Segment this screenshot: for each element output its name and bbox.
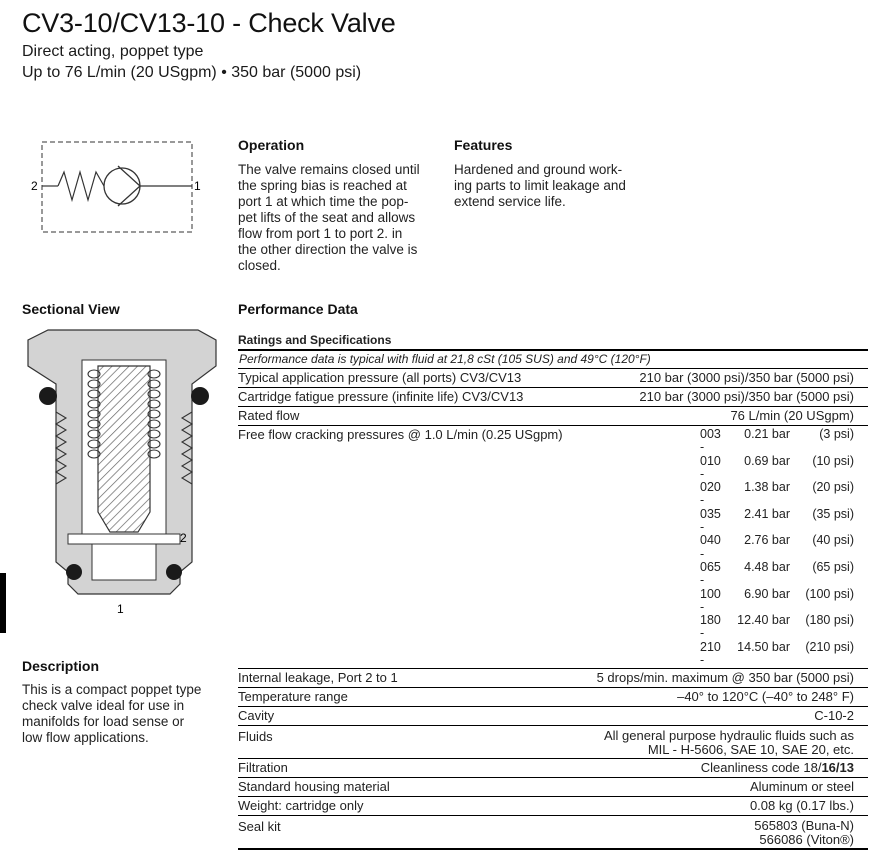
ratings-table — [238, 332, 868, 850]
row-value — [701, 759, 854, 777]
row-value: 76 L/min (20 USgpm) — [730, 408, 854, 423]
cracking-psi: (3 psi) — [819, 427, 854, 441]
cracking-code: 020 - — [700, 480, 721, 508]
row-label: Cartridge fatigue pressure (infinite life) CV3/CV13 — [238, 389, 524, 404]
cracking-bar: 6.90 bar — [744, 586, 790, 601]
page-title: CV3-10/CV13-10 - Check Valve — [22, 8, 396, 38]
table-row — [238, 369, 868, 388]
cracking-pressure-item — [700, 614, 854, 641]
operation-text: The valve remains closed until the spring bias is reached at port 1 at which time the pop- pet lifts of the seat and allows flow from port 1 to port 2. in the other direction the valve is closed. — [238, 162, 420, 273]
cracking-pressure-item — [700, 508, 854, 535]
description-heading: Description — [22, 658, 100, 674]
sectional-view-drawing-icon — [20, 322, 230, 622]
cracking-psi: (35 psi) — [812, 506, 854, 521]
row-value: –40° to 120°C (–40° to 248° F) — [677, 689, 854, 705]
cracking-pressure-item — [700, 428, 854, 455]
check-valve-symbol-icon — [28, 136, 208, 246]
cracking-pressure-item — [700, 561, 854, 588]
cracking-code: 003 - — [700, 427, 721, 455]
table-row — [238, 707, 868, 726]
row-label: Rated flow — [238, 408, 300, 423]
table-row — [238, 778, 868, 797]
features-text: Hardened and ground work- ing parts to limit leakage and extend service life. — [454, 162, 626, 209]
row-value: All general purpose hydraulic fluids such as MIL - H-5606, SAE 10, SAE 20, etc. — [603, 728, 854, 757]
symbol-port-2: 2 — [31, 179, 38, 193]
row-label: Cavity — [238, 708, 275, 724]
cracking-pressure-item — [700, 641, 854, 668]
cracking-pressures-row — [238, 426, 868, 669]
row-value: 210 bar (3000 psi)/350 bar (5000 psi) — [639, 370, 854, 385]
cracking-psi: (210 psi) — [805, 639, 854, 654]
cracking-bar: 1.38 bar — [744, 480, 790, 495]
row-value: C-10-2 — [814, 708, 854, 724]
operation-heading: Operation — [238, 137, 305, 153]
subtitle-ratings: Up to 76 L/min (20 USgpm) • 350 bar (5000 psi) — [22, 64, 362, 81]
row-value: 0.08 kg (0.17 lbs.) — [749, 798, 854, 814]
cracking-code: 180 - — [700, 613, 721, 641]
cracking-pressure-item — [700, 481, 854, 508]
cracking-code: 040 - — [700, 533, 721, 561]
row-label: Weight: cartridge only — [238, 798, 364, 814]
cracking-pressure-item — [700, 588, 854, 615]
cracking-code: 210 - — [700, 639, 721, 668]
sectional-view-heading: Sectional View — [22, 301, 120, 317]
table-row — [238, 669, 868, 688]
cracking-psi: (100 psi) — [805, 586, 854, 601]
page-edge-tab — [0, 573, 6, 633]
cracking-bar: 2.76 bar — [744, 533, 790, 548]
cracking-pressure-item — [700, 534, 854, 561]
row-value: Aluminum or steel — [749, 779, 854, 795]
row-value: 565803 (Buna-N) 566086 (Viton®) — [754, 818, 854, 847]
cracking-psi: (180 psi) — [805, 613, 854, 628]
cracking-bar: 12.40 bar — [737, 613, 790, 628]
cracking-psi: (10 psi) — [812, 453, 854, 468]
row-label: Typical application pressure (all ports) CV3/CV13 — [238, 370, 522, 385]
description-text: This is a compact poppet type check valve ideal for use in manifolds for load sense or low flow applications. — [22, 682, 202, 745]
cracking-code: 035 - — [700, 506, 721, 535]
table-row — [238, 759, 868, 778]
cracking-code: 100 - — [700, 586, 721, 614]
cracking-bar: 0.69 bar — [744, 453, 790, 468]
table-row — [238, 726, 868, 759]
cracking-bar: 4.48 bar — [744, 559, 790, 574]
row-label: Fluids — [238, 729, 273, 745]
cracking-bar: 14.50 bar — [737, 639, 790, 654]
row-label: Internal leakage, Port 2 to 1 — [238, 670, 398, 686]
table-row — [238, 797, 868, 816]
cracking-code: 065 - — [700, 559, 721, 588]
table-row — [238, 407, 868, 426]
cracking-psi: (40 psi) — [812, 533, 854, 548]
cracking-bar: 0.21 bar — [744, 427, 790, 441]
row-label: Free flow cracking pressures @ 1.0 L/min (0.25 USgpm) — [238, 427, 563, 442]
cracking-pressure-item — [700, 455, 854, 482]
filtration-value-bold: 16/13 — [821, 760, 854, 776]
row-label: Temperature range — [238, 689, 348, 705]
ratings-title: Ratings and Specifications — [238, 332, 868, 351]
cracking-psi: (20 psi) — [812, 480, 854, 495]
row-label: Seal kit — [238, 819, 281, 835]
cracking-psi: (65 psi) — [812, 559, 854, 574]
table-row — [238, 816, 868, 848]
section-port-1: 1 — [117, 602, 124, 616]
section-port-2: 2 — [180, 531, 187, 545]
row-value: 5 drops/min. maximum @ 350 bar (5000 psi) — [596, 670, 854, 686]
cracking-bar: 2.41 bar — [744, 506, 790, 521]
table-row — [238, 688, 868, 707]
subtitle-type: Direct acting, poppet type — [22, 43, 204, 60]
performance-note: Performance data is typical with fluid at 21,8 cSt (105 SUS) and 49°C (120°F) — [238, 351, 868, 369]
table-row — [238, 388, 868, 407]
row-value: 210 bar (3000 psi)/350 bar (5000 psi) — [639, 389, 854, 404]
row-label: Filtration — [238, 760, 288, 776]
row-label: Standard housing material — [238, 779, 390, 795]
symbol-port-1: 1 — [194, 179, 201, 193]
filtration-value: Cleanliness code 18/ — [700, 760, 822, 776]
features-heading: Features — [454, 137, 513, 153]
cracking-pressure-list — [700, 426, 854, 668]
cracking-code: 010 - — [700, 453, 721, 481]
performance-data-heading: Performance Data — [238, 301, 358, 317]
